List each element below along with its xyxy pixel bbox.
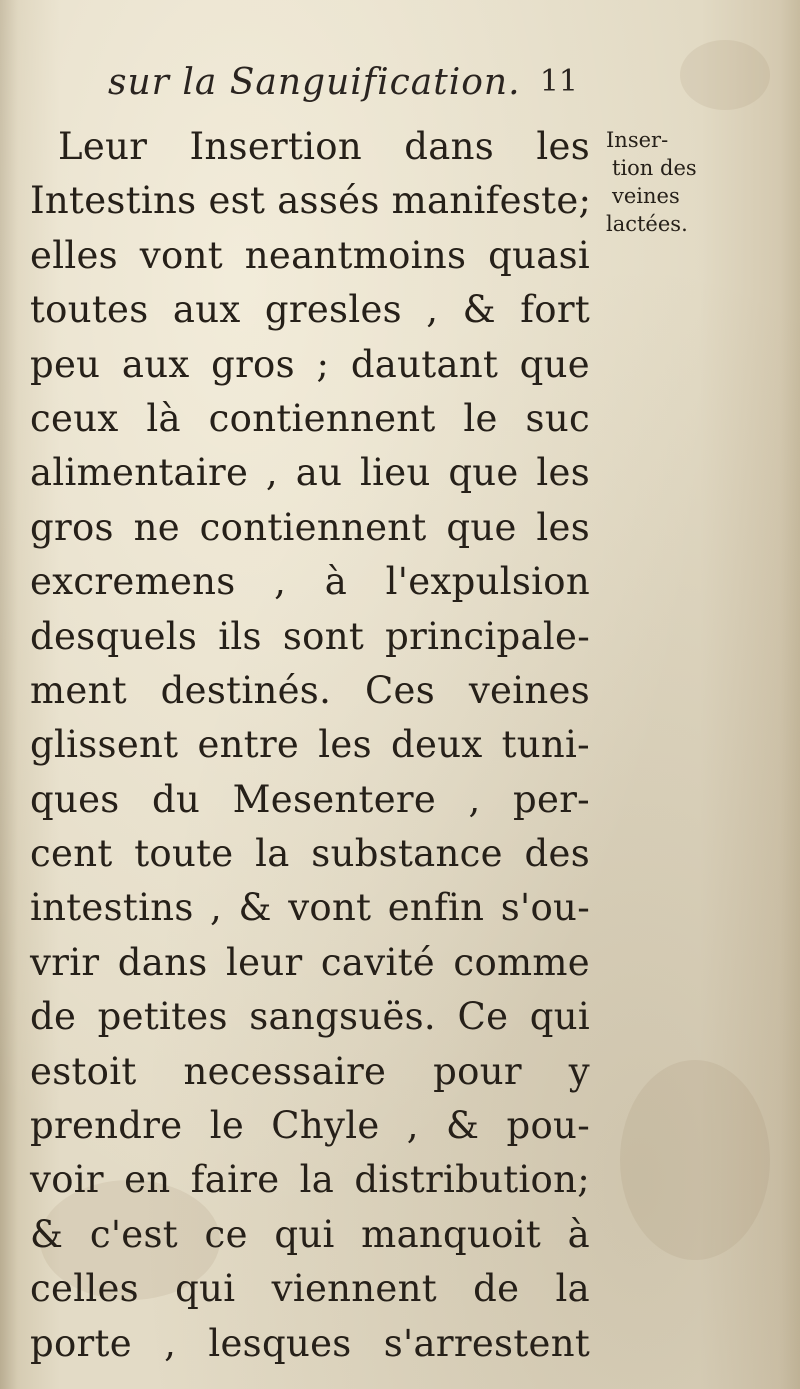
text-line: excremens , à l'expulsion [30, 560, 590, 604]
text-line: estoit necessaire pour y [30, 1049, 590, 1093]
text-line: ques du Mesentere , per- [30, 777, 590, 821]
text-line: vrir dans leur cavité comme [30, 940, 590, 984]
text-line: voir en faire la distribution; [30, 1158, 590, 1202]
text-line: Intestins est assés manifeste; [30, 179, 592, 223]
text-line: toutes aux gresles , & fort [30, 288, 590, 332]
text-line: ceux là contiennent le suc [30, 396, 590, 440]
text-line: ment destinés. Ces veines [30, 668, 590, 712]
margin-note-line: lactées. [606, 212, 688, 236]
margin-note-line: Inser- [606, 128, 669, 152]
margin-note-line: tion des [612, 156, 697, 180]
text-line: peu aux gros ; dautant que [30, 342, 590, 386]
paper-stain [620, 1060, 770, 1260]
text-line: de petites sangsuës. Ce qui [30, 995, 590, 1039]
text-line: gros ne contiennent que les [30, 505, 590, 549]
page-header [108, 62, 578, 112]
text-line: intestins , & vont enfin s'ou- [30, 886, 590, 930]
body-text [30, 120, 590, 1371]
text-line: alimentaire , au lieu que les [30, 451, 590, 495]
text-line: porte , lesques s'arrestent [30, 1321, 590, 1365]
text-line: prendre le Chyle , & pou- [30, 1104, 590, 1148]
paper-stain [680, 40, 770, 110]
margin-note-line: veines [612, 184, 680, 208]
text-line: Leur Insertion dans les [58, 125, 590, 168]
text-line: desquels ils sont principale- [30, 614, 590, 658]
page-number: 11 [539, 64, 578, 99]
margin-note [606, 126, 726, 238]
running-title: sur la Sanguification. [108, 62, 521, 103]
text-line: elles vont neantmoins quasi [30, 233, 590, 277]
text-line: cent toute la substance des [30, 832, 590, 876]
text-line: celles qui viennent de la [30, 1267, 590, 1311]
text-line: glissent entre les deux tuni- [30, 723, 590, 767]
text-line: & c'est ce qui manquoit à [30, 1212, 590, 1256]
